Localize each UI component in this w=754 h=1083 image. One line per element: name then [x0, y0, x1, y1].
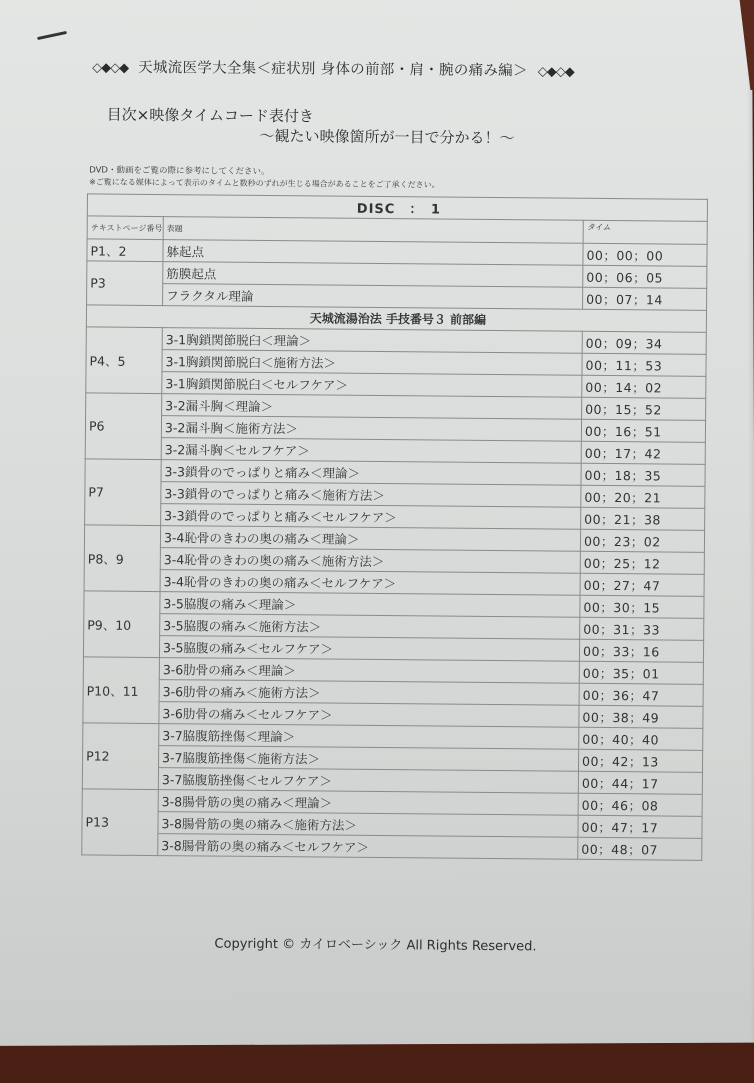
timecode-cell: 00；36；47: [579, 683, 703, 706]
timecode-cell: 00；35；01: [579, 661, 703, 684]
chapter-title-cell: 3-6肋骨の痛み＜理論＞: [159, 658, 579, 684]
timing-disclaimer: ※ご覧になる媒体によって表示のタイムと数秒のずれが生じる場合があることをご了承ください。: [89, 177, 440, 190]
chapter-title-cell: 筋膜起点: [163, 262, 583, 288]
diamond-ornament-right-icon: ◇◆◇◆: [537, 64, 574, 80]
document-title: [92, 55, 574, 80]
page-number-cell: P9、10: [83, 591, 160, 658]
timecode-cell: 00；14；02: [582, 375, 706, 398]
timecode-cell: 00；38；49: [579, 705, 703, 728]
chapter-title-cell: 3-5脇腹の痛み＜施術方法＞: [160, 614, 580, 640]
timecode-cell: 00；06；05: [583, 265, 707, 288]
chapter-title-cell: 3-8腸骨筋の奥の痛み＜理論＞: [158, 790, 578, 816]
section-title: 天城流湯治法 手技番号３ 前部編: [86, 305, 706, 332]
timecode-cell: 00；09；34: [582, 331, 706, 354]
page-number-cell: P8、9: [84, 525, 161, 592]
timecode-cell: 00；17；42: [581, 441, 705, 464]
timecode-cell: 00；18；35: [581, 463, 705, 486]
chapter-title-cell: 3-8腸骨筋の奥の痛み＜セルフケア＞: [158, 834, 578, 860]
chapter-title-cell: 3-2漏斗胸＜理論＞: [162, 394, 582, 420]
timecode-cell: 00；31；33: [580, 617, 704, 640]
page-number-cell: P13: [82, 789, 159, 856]
chapter-title-cell: 3-7脇腹筋挫傷＜セルフケア＞: [158, 768, 578, 794]
timecode-cell: 00；25；12: [580, 551, 704, 574]
chapter-title-cell: 3-6肋骨の痛み＜施術方法＞: [159, 680, 579, 706]
timecode-cell: 00；11；53: [582, 353, 706, 376]
page-number-cell: P3: [87, 261, 163, 306]
disc-label: DISC ： 1: [87, 194, 707, 221]
chapter-title-cell: 躰起点: [163, 240, 583, 266]
timecode-cell: 00；47；17: [578, 815, 702, 838]
subtitle-tagline: ～観たい映像箇所が一目で分かる！～: [259, 126, 515, 148]
timecode-cell: 00；16；51: [581, 419, 705, 442]
table-row: [82, 833, 702, 860]
chapter-title-cell: 3-7脇腹筋挫傷＜施術方法＞: [159, 746, 579, 772]
timecode-cell: 00；27；47: [580, 573, 704, 596]
timecode-table: [81, 193, 708, 860]
chapter-title-cell: 3-8腸骨筋の奥の痛み＜施術方法＞: [158, 812, 578, 838]
chapter-title-cell: 3-1胸鎖関節脱臼＜セルフケア＞: [162, 372, 582, 398]
timecode-cell: 00；15；52: [582, 397, 706, 420]
page-number-cell: P4、5: [86, 327, 163, 394]
page-number-cell: P6: [85, 393, 162, 460]
timecode-cell: 00；40；40: [579, 727, 703, 750]
chapter-title-cell: 3-3鎖骨のでっぱりと痛み＜施術方法＞: [161, 482, 581, 508]
header-page: テキストページ番号: [87, 216, 163, 240]
timecode-cell: 00；21；38: [581, 507, 705, 530]
chapter-title-cell: 3-3鎖骨のでっぱりと痛み＜理論＞: [161, 460, 581, 486]
timecode-cell: 00；00；00: [583, 243, 707, 266]
usage-note: DVD・動画をご覧の際に参考にしてください。: [89, 165, 270, 178]
page-number-cell: P10、11: [83, 657, 160, 724]
document-title-text: 天城流医学大全集＜症状別 身体の前部・肩・腕の痛み編＞: [138, 59, 528, 80]
subtitle-toc-timecode: 目次×映像タイムコード表付き: [106, 105, 315, 126]
timecode-cell: 00；20；21: [581, 485, 705, 508]
chapter-title-cell: 3-4恥骨のきわの奥の痛み＜施術方法＞: [160, 548, 580, 574]
chapter-title-cell: 3-4恥骨のきわの奥の痛み＜セルフケア＞: [160, 570, 580, 596]
chapter-title-cell: 3-5脇腹の痛み＜理論＞: [160, 592, 580, 618]
page-number-cell: P12: [82, 723, 159, 790]
timecode-cell: 00；48；07: [578, 837, 702, 860]
page-number-cell: P1、2: [87, 239, 163, 262]
chapter-title-cell: 3-6肋骨の痛み＜セルフケア＞: [159, 702, 579, 728]
page-number-cell: P7: [85, 459, 162, 526]
timecode-cell: 00；44；17: [578, 771, 702, 794]
chapter-title-cell: 3-4恥骨のきわの奥の痛み＜理論＞: [160, 526, 580, 552]
timecode-cell: 00；42；13: [578, 749, 702, 772]
chapter-title-cell: 3-2漏斗胸＜セルフケア＞: [161, 438, 581, 464]
diamond-ornament-left-icon: ◇◆◇◆: [92, 60, 129, 76]
header-title: 表題: [163, 217, 583, 244]
chapter-title-cell: 3-3鎖骨のでっぱりと痛み＜セルフケア＞: [161, 504, 581, 530]
chapter-title-cell: 3-1胸鎖関節脱臼＜理論＞: [162, 328, 582, 354]
chapter-title-cell: 3-5脇腹の痛み＜セルフケア＞: [159, 636, 579, 662]
timecode-cell: 00；30；15: [580, 595, 704, 618]
timecode-cell: 00；33；16: [579, 639, 703, 662]
chapter-title-cell: フラクタル理論: [163, 284, 583, 310]
header-time: タイム: [583, 220, 707, 244]
copyright-footer: Copyright © カイロベーシック All Rights Reserved.: [214, 936, 537, 955]
chapter-title-cell: 3-7脇腹筋挫傷＜理論＞: [159, 724, 579, 750]
chapter-title-cell: 3-1胸鎖関節脱臼＜施術方法＞: [162, 350, 582, 376]
timecode-cell: 00；23；02: [580, 529, 704, 552]
chapter-title-cell: 3-2漏斗胸＜施術方法＞: [161, 416, 581, 442]
timecode-cell: 00；07；14: [583, 287, 707, 310]
timecode-cell: 00；46；08: [578, 793, 702, 816]
